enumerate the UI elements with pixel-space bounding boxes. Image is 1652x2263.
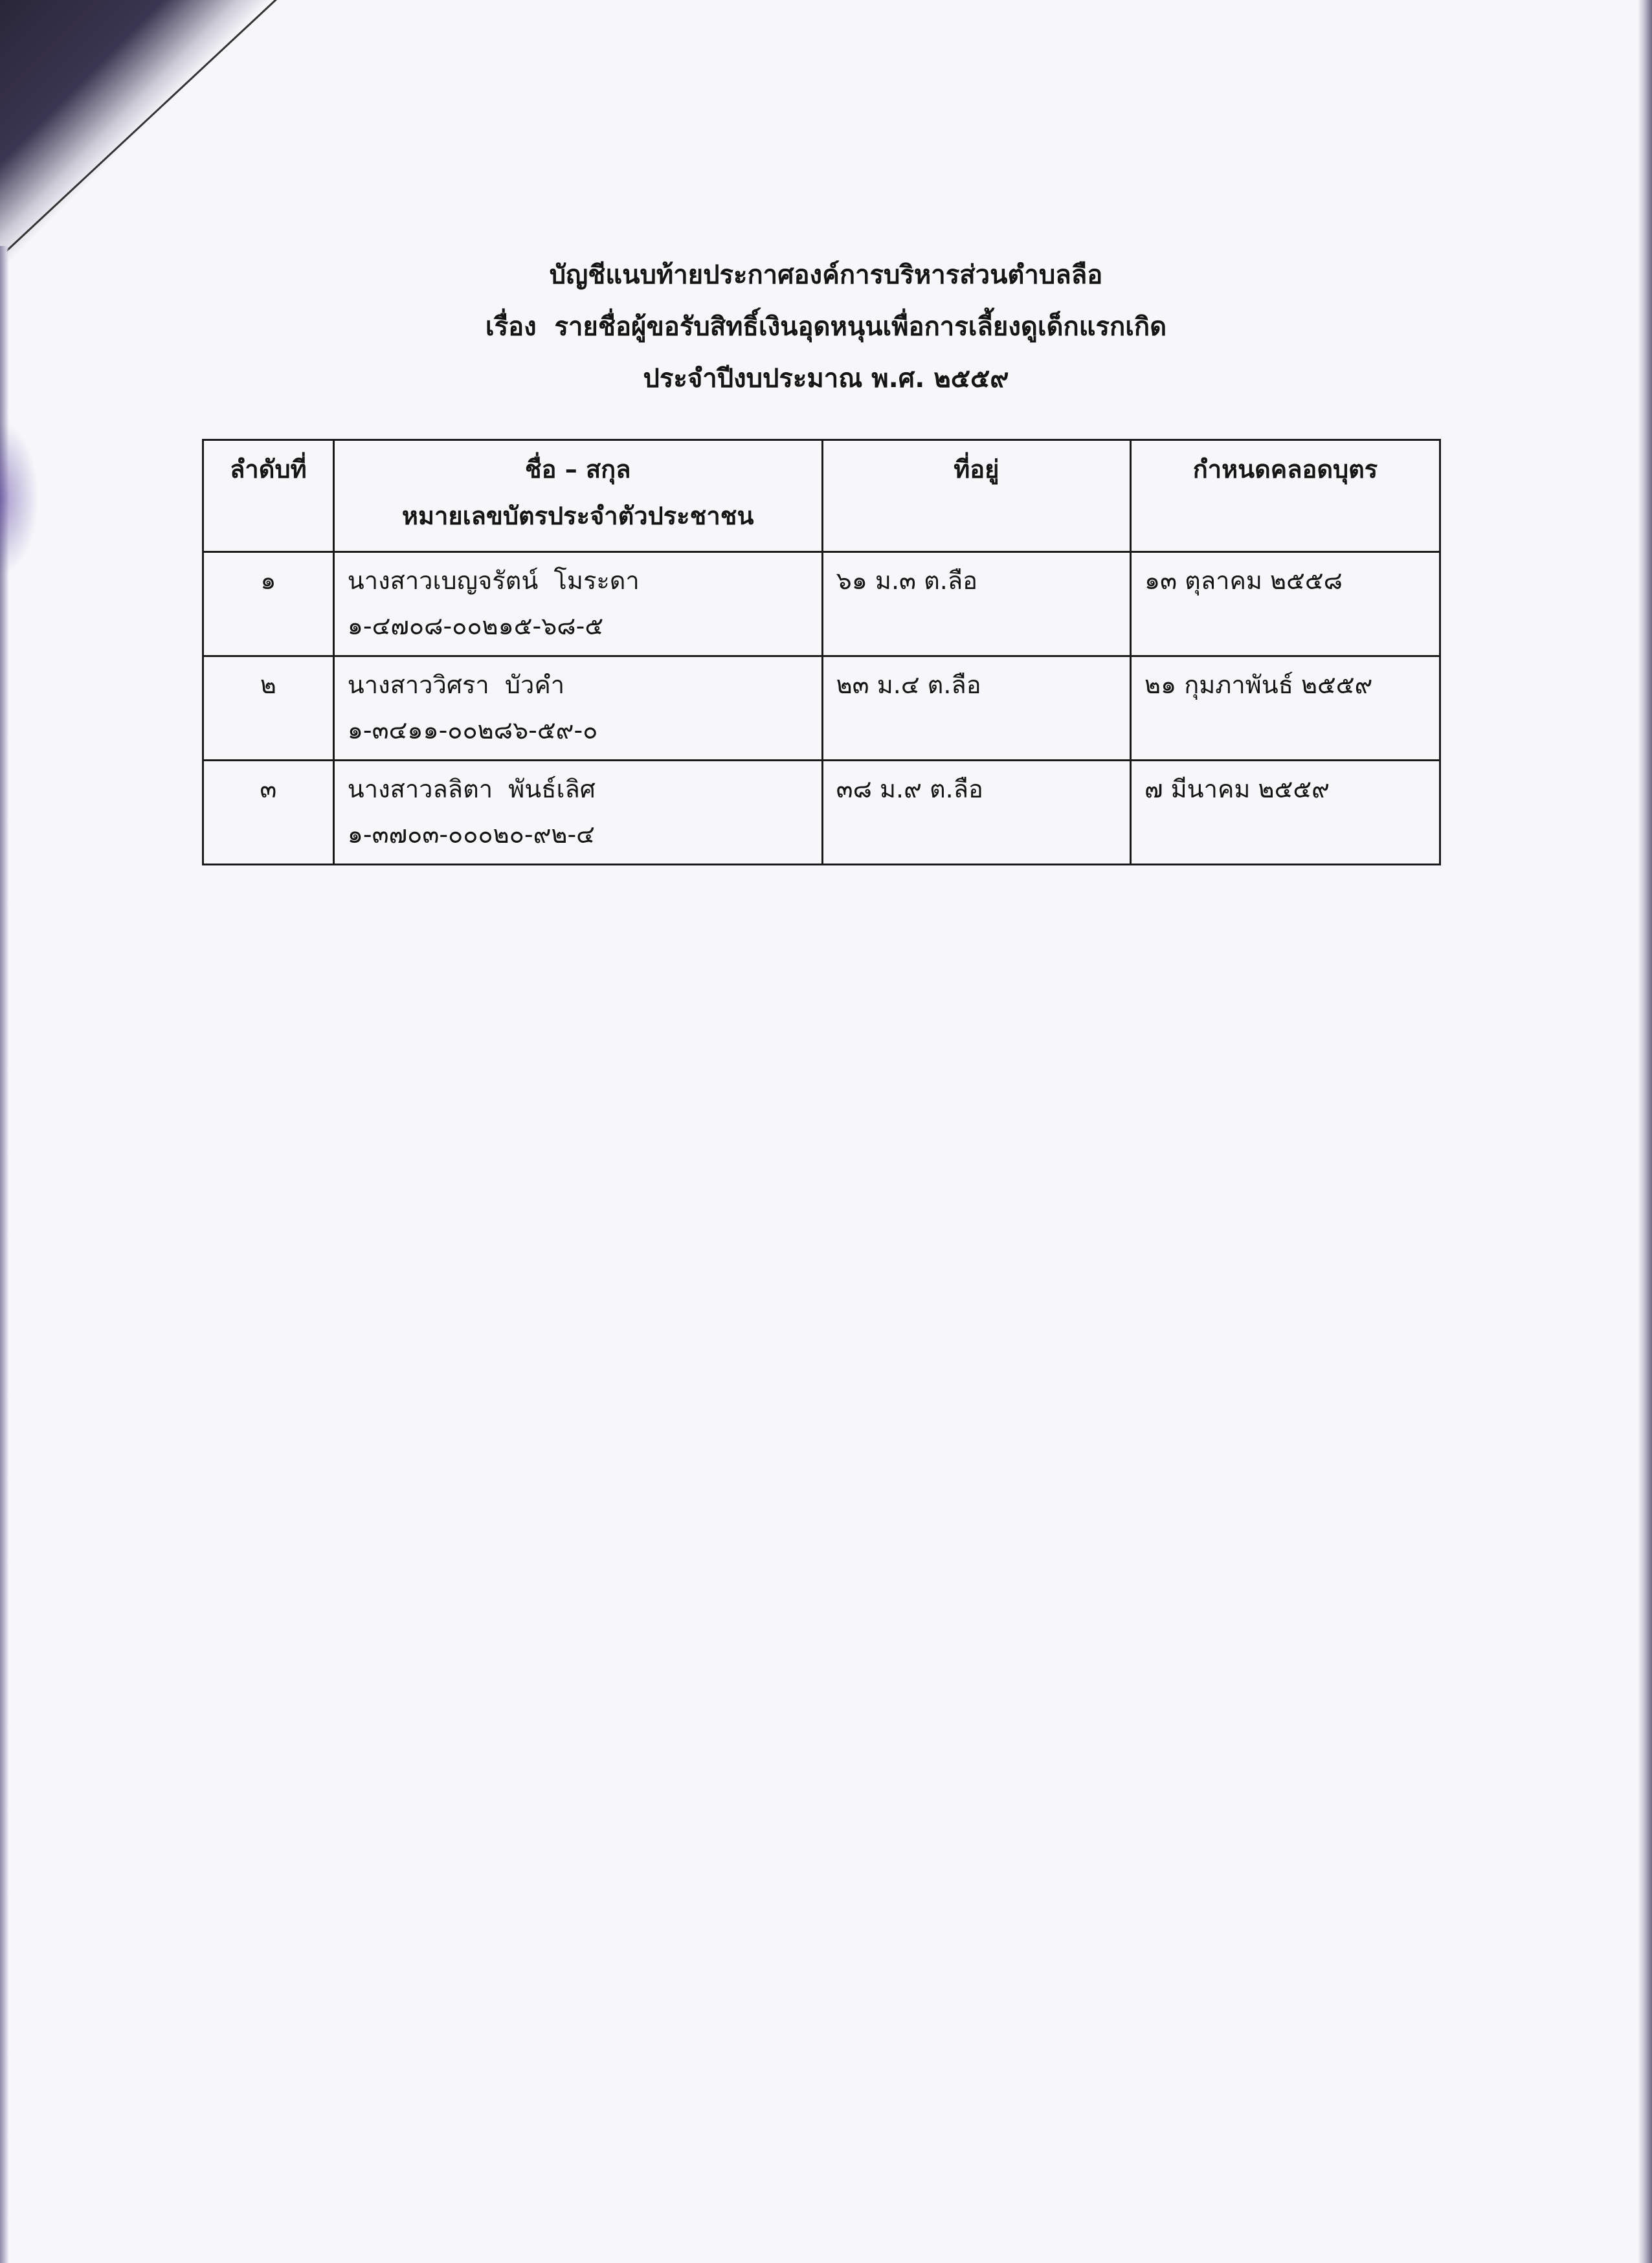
table-row — [203, 552, 1440, 656]
row-order: ๑ — [203, 552, 334, 656]
header-name — [333, 440, 822, 552]
row-id-number: ๑-๔๗๐๘-๐๐๒๑๕-๖๘-๕ — [347, 612, 604, 640]
header-due-date: กำหนดคลอดบุตร — [1130, 440, 1440, 552]
header-id-line: หมายเลขบัตรประจำตัวประชาชน — [401, 502, 754, 530]
scan-smudge — [0, 421, 39, 576]
document-fiscal-year: ประจำปีงบประมาณ พ.ศ. ๒๕๕๙ — [643, 364, 1009, 394]
row-address: ๓๘ ม.๙ ต.ลือ — [822, 761, 1130, 865]
row-order: ๒ — [203, 656, 334, 761]
header-order: ลำดับที่ — [203, 440, 334, 552]
row-name: นางสาววิศรา บัวคำ — [347, 671, 565, 699]
row-name-cell — [333, 761, 822, 865]
row-due-date: ๒๑ กุมภาพันธ์ ๒๕๕๙ — [1130, 656, 1440, 761]
row-order: ๓ — [203, 761, 334, 865]
row-address: ๒๓ ม.๔ ต.ลือ — [822, 656, 1130, 761]
table-row — [203, 761, 1440, 865]
row-id-number: ๑-๓๗๐๓-๐๐๐๒๐-๙๒-๔ — [347, 820, 595, 849]
document-header — [0, 249, 1652, 405]
document-title: บัญชีแนบท้ายประกาศองค์การบริหารส่วนตำบลลือ — [549, 260, 1103, 290]
header-address: ที่อยู่ — [822, 440, 1130, 552]
row-id-number: ๑-๓๔๑๑-๐๐๒๘๖-๕๙-๐ — [347, 716, 598, 744]
table-row — [203, 656, 1440, 761]
row-due-date: ๗ มีนาคม ๒๕๕๙ — [1130, 761, 1440, 865]
row-address: ๖๑ ม.๓ ต.ลือ — [822, 552, 1130, 656]
row-due-date: ๑๓ ตุลาคม ๒๕๕๘ — [1130, 552, 1440, 656]
row-name-cell — [333, 552, 822, 656]
row-name-cell — [333, 656, 822, 761]
recipients-table — [202, 439, 1441, 865]
row-name: นางสาวเบญจรัตน์ โมระดา — [347, 566, 640, 595]
table-header-row — [203, 440, 1440, 552]
header-name-line: ชื่อ – สกุล — [524, 455, 631, 484]
row-name: นางสาวลลิตา พันธ์เลิศ — [347, 775, 596, 803]
document-subject: เรื่อง รายชื่อผู้ขอรับสิทธิ์เงินอุดหนุนเพื่อการเลี้ยงดูเด็กแรกเกิด — [485, 312, 1167, 342]
